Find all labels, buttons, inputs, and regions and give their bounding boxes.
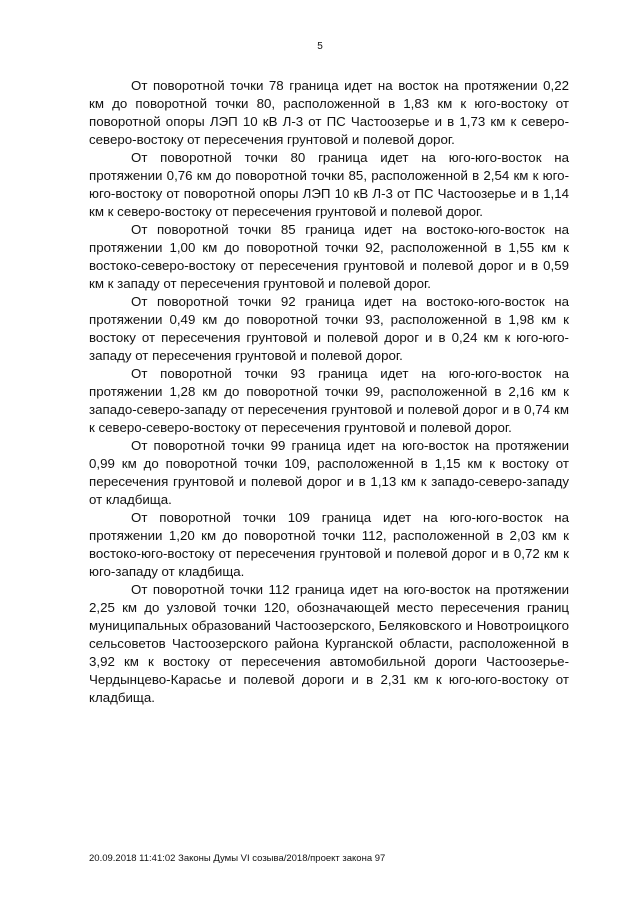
paragraph: От поворотной точки 80 граница идет на юго-юго-восток на протяжении 0,76 км до поворотной точки 85, расположенной в 2,54 км к юго-юго-востоку от поворотной опоры ЛЭП 10 кВ Л-3 от ПС Частоозерье и в 1,14 км к северо-востоку от пересечения грунтовой и полевой дорог. <box>89 150 569 219</box>
paragraph: От поворотной точки 93 граница идет на юго-юго-восток на протяжении 1,28 км до поворотной точки 99, расположенной в 2,16 км к западо-северо-западу от пересечения грунтовой и полевой дорог и в 0,74 км к северо-северо-востоку от пересечения грунтовой и полевой дорог. <box>89 366 569 435</box>
page-number: 5 <box>317 41 323 52</box>
paragraph: От поворотной точки 92 граница идет на востоко-юго-восток на протяжении 0,49 км до поворотной точки 93, расположенной в 1,98 км к востоку от пересечения грунтовой и полевой дорог и в 0,24 км к юго-юго-западу от пересечения грунтовой и полевой дорог. <box>89 294 569 363</box>
paragraph: От поворотной точки 112 граница идет на юго-восток на протяжении 2,25 км до узловой точки 120, обозначающей место пересечения границ муниципальных образований Частоозерского, Беляковского и Новотроицкого сельсоветов Частоозерского района Курганской области, расположенной в 3,92 км к востоку от пересечения автомобильной дороги Частоозерье-Чердынцево-Карасье и полевой дороги и в 2,31 км к юго-юго-востоку от кладбища. <box>89 582 569 705</box>
paragraph: От поворотной точки 99 граница идет на юго-восток на протяжении 0,99 км до поворотной точки 109, расположенной в 1,15 км к востоку от пересечения грунтовой и полевой дорог и в 1,13 км к западо-северо-западу от кладбища. <box>89 438 569 507</box>
document-body <box>89 77 569 707</box>
paragraph: От поворотной точки 78 граница идет на восток на протяжении 0,22 км до поворотной точки 80, расположенной в 1,83 км к юго-востоку от поворотной опоры ЛЭП 10 кВ Л-3 от ПС Частоозерье и в 1,73 км к северо-северо-востоку от пересечения грунтовой и полевой дорог. <box>89 78 569 147</box>
document-footer: 20.09.2018 11:41:02 Законы Думы VI созыва/2018/проект закона 97 <box>89 853 386 864</box>
paragraph: От поворотной точки 109 граница идет на юго-юго-восток на протяжении 1,20 км до поворотной точки 112, расположенной в 2,03 км к востоко-юго-востоку от пересечения грунтовой и полевой дорог и в 0,72 км к юго-западу от кладбища. <box>89 510 569 579</box>
paragraph: От поворотной точки 85 граница идет на востоко-юго-восток на протяжении 1,00 км до поворотной точки 92, расположенной в 1,55 км к востоко-северо-востоку от пересечения грунтовой и полевой дорог и в 0,59 км к западу от пересечения грунтовой и полевой дорог. <box>89 222 569 291</box>
